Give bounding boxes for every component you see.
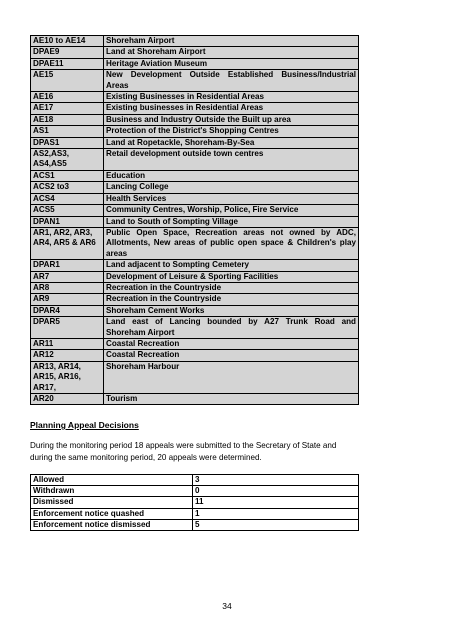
policy-description-cell: Community Centres, Worship, Police, Fire Service [104, 205, 359, 216]
policy-code-cell: AE17 [31, 103, 104, 114]
policy-description-cell: Business and Industry Outside the Built up area [104, 114, 359, 125]
policy-row [31, 149, 359, 171]
section-heading: Planning Appeal Decisions [30, 420, 139, 430]
policy-description-cell: Retail development outside town centres [104, 149, 359, 171]
appeal-row [31, 497, 359, 508]
policy-description-cell: Land adjacent to Sompting Cemetery [104, 260, 359, 271]
policy-code-cell: AR9 [31, 294, 104, 305]
policy-table [30, 35, 359, 405]
policy-code-cell: DPAR5 [31, 317, 104, 339]
appeal-row [31, 475, 359, 486]
policy-description-cell: Public Open Space, Recreation areas not owned by ADC, Allotments, New areas of public open space & Children's play areas [104, 227, 359, 259]
policy-code-cell: AE10 to AE14 [31, 36, 104, 47]
policy-code-cell: AR20 [31, 394, 104, 405]
policy-row [31, 361, 359, 393]
policy-row [31, 36, 359, 47]
policy-description-cell: Coastal Recreation [104, 350, 359, 361]
policy-description-cell: Health Services [104, 193, 359, 204]
policy-code-cell: AS2,AS3, AS4,AS5 [31, 149, 104, 171]
policy-code-cell: AR1, AR2, AR3, AR4, AR5 & AR6 [31, 227, 104, 259]
policy-row [31, 182, 359, 193]
policy-description-cell: Land east of Lancing bounded by A27 Trunk Road and Shoreham Airport [104, 317, 359, 339]
appeal-row [31, 519, 359, 530]
policy-code-cell: DPAR1 [31, 260, 104, 271]
appeals-table [30, 474, 359, 531]
policy-row [31, 271, 359, 282]
policy-code-cell: ACS1 [31, 170, 104, 181]
policy-code-cell: AE18 [31, 114, 104, 125]
policy-row [31, 227, 359, 259]
policy-row [31, 103, 359, 114]
policy-row [31, 350, 359, 361]
policy-code-cell: ACS5 [31, 205, 104, 216]
policy-code-cell: AE15 [31, 70, 104, 92]
policy-row [31, 114, 359, 125]
policy-row [31, 216, 359, 227]
appeal-label-cell: Enforcement notice quashed [31, 508, 193, 519]
policy-code-cell: ACS2 to3 [31, 182, 104, 193]
policy-row [31, 70, 359, 92]
policy-description-cell: Heritage Aviation Museum [104, 58, 359, 69]
policy-description-cell: Education [104, 170, 359, 181]
policy-code-cell: DPAE11 [31, 58, 104, 69]
policy-description-cell: Shoreham Harbour [104, 361, 359, 393]
policy-code-cell: AR8 [31, 282, 104, 293]
appeal-label-cell: Dismissed [31, 497, 193, 508]
policy-code-cell: AR13, AR14, AR15, AR16, AR17, [31, 361, 104, 393]
policy-code-cell: AE16 [31, 92, 104, 103]
policy-row [31, 305, 359, 316]
policy-row [31, 338, 359, 349]
policy-code-cell: DPAN1 [31, 216, 104, 227]
policy-row [31, 282, 359, 293]
appeal-count-cell: 11 [193, 497, 359, 508]
policy-code-cell: AR11 [31, 338, 104, 349]
policy-row [31, 260, 359, 271]
appeal-count-cell: 5 [193, 519, 359, 530]
policy-description-cell: Shoreham Airport [104, 36, 359, 47]
policy-description-cell: Protection of the District's Shopping Centres [104, 126, 359, 137]
policy-description-cell: Recreation in the Countryside [104, 294, 359, 305]
appeal-label-cell: Withdrawn [31, 486, 193, 497]
policy-row [31, 92, 359, 103]
policy-description-cell: Land to South of Sompting Village [104, 216, 359, 227]
policy-description-cell: Development of Leisure & Sporting Facilities [104, 271, 359, 282]
appeal-count-cell: 3 [193, 475, 359, 486]
appeals-table-body [31, 475, 359, 531]
policy-code-cell: DPAS1 [31, 137, 104, 148]
policy-description-cell: Recreation in the Countryside [104, 282, 359, 293]
policy-row [31, 58, 359, 69]
policy-code-cell: AR12 [31, 350, 104, 361]
policy-description-cell: New Development Outside Established Business/Industrial Areas [104, 70, 359, 92]
policy-table-body [31, 36, 359, 405]
policy-row [31, 317, 359, 339]
policy-row [31, 205, 359, 216]
appeal-label-cell: Allowed [31, 475, 193, 486]
appeals-intro-paragraph: During the monitoring period 18 appeals were submitted to the Secretary of State and during the same monitoring period, 20 appeals were determined. [30, 441, 337, 462]
policy-row [31, 193, 359, 204]
policy-description-cell: Tourism [104, 394, 359, 405]
policy-code-cell: DPAE9 [31, 47, 104, 58]
policy-description-cell: Land at Shoreham Airport [104, 47, 359, 58]
policy-description-cell: Coastal Recreation [104, 338, 359, 349]
policy-description-cell: Existing businesses in Residential Areas [104, 103, 359, 114]
policy-row [31, 47, 359, 58]
policy-description-cell: Existing Businesses in Residential Areas [104, 92, 359, 103]
appeal-row [31, 486, 359, 497]
policy-description-cell: Lancing College [104, 182, 359, 193]
appeal-count-cell: 0 [193, 486, 359, 497]
appeal-label-cell: Enforcement notice dismissed [31, 519, 193, 530]
policy-row [31, 394, 359, 405]
policy-code-cell: AS1 [31, 126, 104, 137]
policy-code-cell: AR7 [31, 271, 104, 282]
policy-row [31, 170, 359, 181]
appeal-row [31, 508, 359, 519]
policy-row [31, 137, 359, 148]
policy-row [31, 126, 359, 137]
policy-code-cell: DPAR4 [31, 305, 104, 316]
page-number: 34 [222, 601, 232, 611]
policy-row [31, 294, 359, 305]
policy-description-cell: Land at Ropetackle, Shoreham-By-Sea [104, 137, 359, 148]
policy-code-cell: ACS4 [31, 193, 104, 204]
appeal-count-cell: 1 [193, 508, 359, 519]
policy-description-cell: Shoreham Cement Works [104, 305, 359, 316]
